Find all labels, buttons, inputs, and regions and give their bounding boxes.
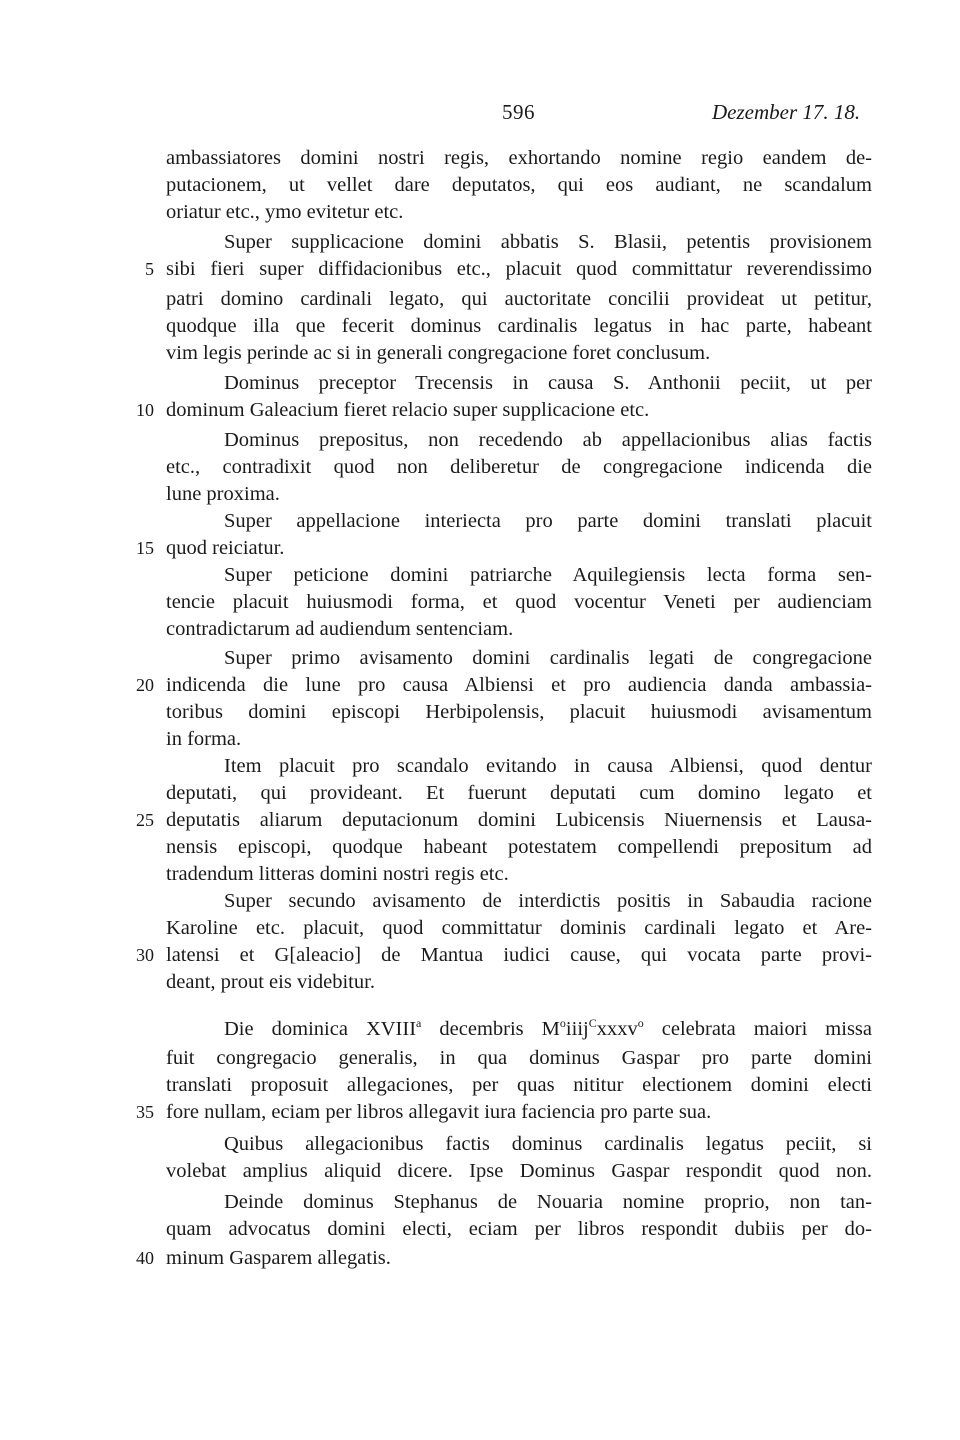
text-line: Super appellacione interiecta pro parte domini translati placuit <box>224 510 872 532</box>
line-number: 15 <box>136 538 154 558</box>
text-line: in forma. <box>166 728 242 750</box>
text-line: vim legis perinde ac si in generali congregacione foret conclusum. <box>166 342 711 364</box>
text-line: Dominus preceptor Trecensis in causa S. Anthonii peciit, ut per <box>224 372 872 394</box>
text-line: deant, prout eis videbitur. <box>166 971 375 993</box>
text-line: quodque illa que fecerit dominus cardinalis legatus in hac parte, habeant <box>166 315 872 337</box>
dated-entry-text: decembris M <box>421 1018 560 1040</box>
text-line: Quibus allegacionibus factis dominus cardinalis legatus peciit, si <box>224 1133 872 1155</box>
text-line: deputati, qui provideant. Et fuerunt deputati cum domino legato et <box>166 782 872 804</box>
text-line: fuit congregacio generalis, in qua dominus Gaspar pro parte domini <box>166 1047 872 1069</box>
superscript: a <box>416 1016 422 1031</box>
text-line: Super supplicacione domini abbatis S. Blasii, petentis provisionem <box>224 231 872 253</box>
text-line: Super primo avisamento domini cardinalis legati de congregacione <box>224 647 872 669</box>
line-number: 10 <box>136 400 154 420</box>
text-line: dominum Galeacium fieret relacio super supplicacione etc. <box>166 399 650 421</box>
text-line: quod reiciatur. <box>166 537 285 559</box>
dated-entry-text: celebrata maiori missa <box>643 1018 872 1040</box>
text-line: deputatis aliarum deputacionum domini Lubicensis Niuernensis et Lausa- <box>166 809 872 831</box>
text-line: translati proposuit allegaciones, per quas nititur electionem domini electi <box>166 1074 872 1096</box>
text-line: oriatur etc., ymo evitetur etc. <box>166 201 404 223</box>
text-line: patri domino cardinali legato, qui auctoritate concilii provideat ut petitur, <box>166 288 872 310</box>
text-line: tradendum litteras domini nostri regis etc. <box>166 863 509 885</box>
text-line: Dominus prepositus, non recedendo ab appellacionibus alias factis <box>224 429 872 451</box>
text-line: Item placuit pro scandalo evitando in causa Albiensi, quod dentur <box>224 755 872 777</box>
text-line: fore nullam, eciam per libros allegavit iura faciencia pro parte sua. <box>166 1101 712 1123</box>
line-number: 30 <box>136 945 154 965</box>
line-number: 25 <box>136 810 154 830</box>
superscript: o <box>637 1016 644 1031</box>
text-line: Super peticione domini patriarche Aquilegiensis lecta forma sen- <box>224 564 872 586</box>
text-line: putacionem, ut vellet dare deputatos, qui eos audiant, ne scandalum <box>166 174 872 196</box>
text-line: lune proxima. <box>166 483 280 505</box>
text-line: Super secundo avisamento de interdictis positis in Sabaudia racione <box>224 890 872 912</box>
text-line: Deinde dominus Stephanus de Nouaria nomine proprio, non tan- <box>224 1191 872 1213</box>
text-line: ambassiatores domini nostri regis, exhortando nomine regio eandem de- <box>166 147 872 169</box>
text-line: volebat amplius aliquid dicere. Ipse Dominus Gaspar respondit quod non. <box>166 1160 872 1182</box>
text-line: Karoline etc. placuit, quod committatur dominis cardinali legato et Are- <box>166 917 872 939</box>
running-title: Dezember 17. 18. <box>712 100 861 124</box>
text-line: quam advocatus domini electi, eciam per libros respondit dubiis per do- <box>166 1218 872 1240</box>
dated-entry-line <box>166 1016 872 1043</box>
line-number: 35 <box>136 1102 154 1122</box>
text-line: latensi et G[aleacio] de Mantua iudici cause, qui vocata parte provi- <box>166 944 872 966</box>
text-line: sibi fieri super diffidacionibus etc., placuit quod committatur reverendissimo <box>166 258 872 280</box>
line-number: 40 <box>136 1248 154 1268</box>
text-line: minum Gasparem allegatis. <box>166 1247 391 1269</box>
text-line: toribus domini episcopi Herbipolensis, placuit huiusmodi avisamentum <box>166 701 872 723</box>
text-line: etc., contradixit quod non deliberetur de congregacione indicenda die <box>166 456 872 478</box>
line-number: 20 <box>136 675 154 695</box>
text-line: contradictarum ad audiendum sentenciam. <box>166 618 514 640</box>
text-line: indicenda die lune pro causa Albiensi et pro audiencia danda ambassia- <box>166 674 872 696</box>
superscript: o <box>559 1016 566 1031</box>
line-number: 5 <box>145 259 154 279</box>
dated-entry-text: Die dominica XVIII <box>224 1018 417 1040</box>
dated-entry-text: iiij <box>565 1018 589 1040</box>
text-line: tencie placuit huiusmodi forma, et quod vocentur Veneti per audienciam <box>166 591 872 613</box>
text-line: nensis episcopi, quodque habeant potestatem compellendi prepositum ad <box>166 836 872 858</box>
page-number: 596 <box>502 100 535 124</box>
page-header <box>0 100 960 132</box>
superscript: C <box>588 1016 597 1031</box>
dated-entry-text: xxxv <box>596 1018 638 1040</box>
